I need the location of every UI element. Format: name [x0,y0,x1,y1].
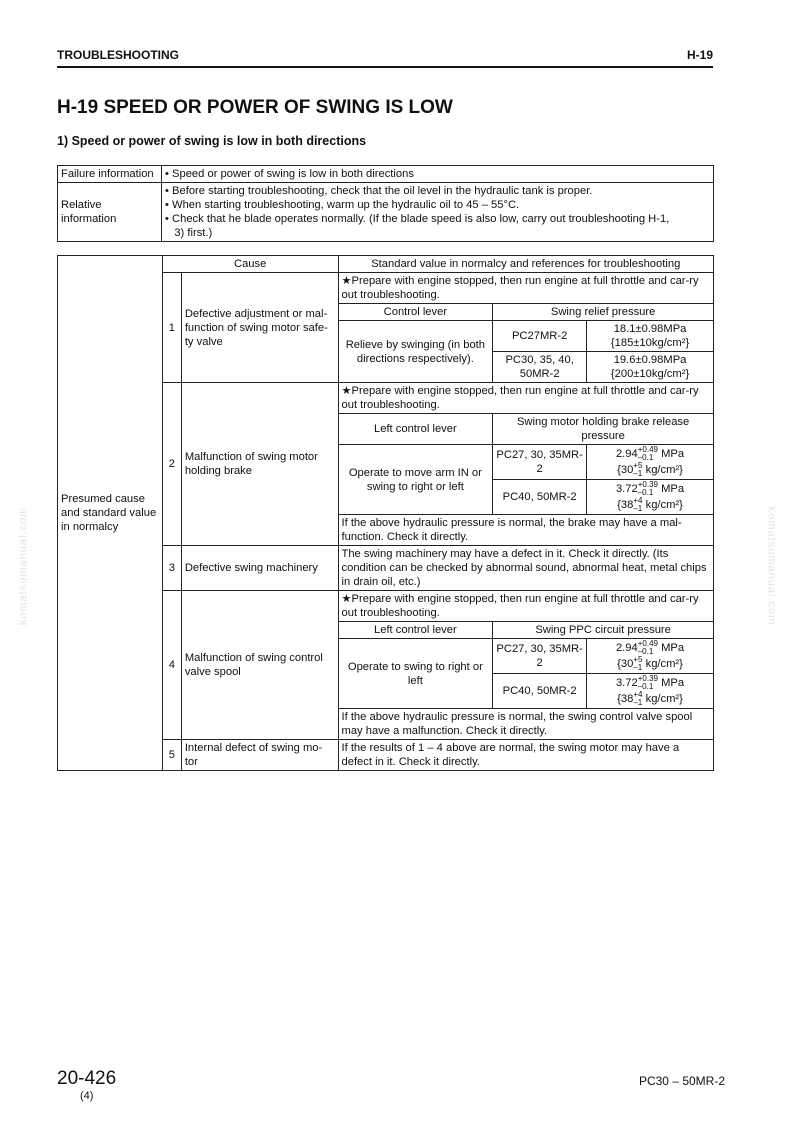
value-kg: {200±10kg/cm²} [610,368,690,380]
prepare-note: ★Prepare with engine stopped, then run engine at full throttle and car-ry out troubleshooting. [338,383,714,414]
relative-item: • Before starting troubleshooting, check that the oil level in the hydraulic tank is proper. [165,185,593,197]
relative-item: • When starting troubleshooting, warm up the hydraulic oil to 45 – 55°C. [165,199,520,211]
value-cell [587,321,714,352]
relative-label: Relative information [58,183,162,242]
model-cell: PC40, 50MR-2 [493,674,587,709]
model-cell: PC40, 50MR-2 [493,480,587,515]
value-kg: {30+5 –1 kg/cm²} [617,655,683,672]
cause-number: 2 [162,383,181,546]
value-mpa: 3.72+0.39 –0.1 MPa [615,674,685,691]
pressure-header: Swing motor holding brake release pressure [493,414,714,445]
value-kg: {38+4 –1 kg/cm²} [617,690,683,707]
value-mpa: 18.1±0.98MPa [613,323,687,335]
operation-condition: Operate to move arm IN or swing to right or left [338,445,493,515]
value-mpa: 2.94+0.49 –0.1 MPa [615,639,685,656]
value-cell [587,639,714,674]
cause-number: 5 [162,740,181,771]
relative-item: 3) first.) [165,227,213,239]
cause-text: Malfunction of swing motor holding brake [181,383,338,546]
watermark-left: komatsumanual.com [17,506,30,626]
model-cell: PC27, 30, 35MR-2 [493,445,587,480]
watermark-right: komatsumanual.com [765,506,778,626]
value-kg: {185±10kg/cm²} [610,337,690,349]
control-lever-header: Left control lever [338,414,493,445]
col-standard-header: Standard value in normalcy and references for troubleshooting [338,256,714,273]
pressure-header: Swing relief pressure [493,304,714,321]
value-mpa: 3.72+0.39 –0.1 MPa [615,480,685,497]
page-header [57,46,713,68]
model-cell: PC30, 35, 40, 50MR-2 [493,352,587,383]
cause-text: Internal defect of swing mo-tor [181,740,338,771]
pressure-header: Swing PPC circuit pressure [493,622,714,639]
control-lever-header: Left control lever [338,622,493,639]
operation-condition: Operate to swing to right or left [338,639,493,709]
cause-table [57,255,714,771]
cause-number: 4 [162,591,181,740]
presumed-cause-label: Presumed cause and standard value in normalcy [58,256,163,771]
result-note: If the above hydraulic pressure is normal, the swing control valve spool may have a malfunction. Check it directly. [338,709,714,740]
standard-text: The swing machinery may have a defect in it. Check it directly. (Its condition can be checked by abnormal sound, abnormal heat, metal chips in drain oil, etc.) [338,546,714,591]
header-section: TROUBLESHOOTING [57,48,179,62]
section-subtitle: 1) Speed or power of swing is low in both directions [57,134,367,148]
value-kg: {30+5 –1 kg/cm²} [617,461,683,478]
prepare-note: ★Prepare with engine stopped, then run engine at full throttle and car-ry out troubleshooting. [338,273,714,304]
standard-text: If the results of 1 – 4 above are normal, the swing motor may have a defect in it. Check it directly. [338,740,714,771]
model-cell: PC27MR-2 [493,321,587,352]
prepare-note: ★Prepare with engine stopped, then run engine at full throttle and car-ry out troubleshooting. [338,591,714,622]
value-cell [587,445,714,480]
revision-number: (4) [80,1090,94,1102]
page-title: H-19 SPEED OR POWER OF SWING IS LOW [57,97,453,118]
value-kg: {38+4 –1 kg/cm²} [617,496,683,513]
relative-text [162,183,714,242]
value-cell [587,480,714,515]
model-range: PC30 – 50MR-2 [638,1074,725,1088]
info-table [57,165,714,242]
control-lever-header: Control lever [338,304,493,321]
model-cell: PC27, 30, 35MR-2 [493,639,587,674]
col-cause-header: Cause [162,256,338,273]
value-mpa: 2.94+0.49 –0.1 MPa [615,445,685,462]
failure-text: • Speed or power of swing is low in both directions [162,166,714,183]
cause-text: Defective adjustment or mal-function of swing motor safe-ty valve [181,273,338,383]
cause-text: Defective swing machinery [181,546,338,591]
relative-item: • Check that he blade operates normally. (If the blade speed is also low, carry out troubleshooting H-1, [165,213,670,225]
value-mpa: 19.6±0.98MPa [613,354,687,366]
header-code: H-19 [686,48,713,62]
operation-condition: Relieve by swinging (in both directions respectively). [338,321,493,383]
cause-number: 3 [162,546,181,591]
result-note: If the above hydraulic pressure is normal, the brake may have a mal-function. Check it directly. [338,515,714,546]
failure-label: Failure information [58,166,162,183]
cause-number: 1 [162,273,181,383]
page-number: 20-426 [57,1068,117,1089]
cause-text: Malfunction of swing control valve spool [181,591,338,740]
value-cell [587,674,714,709]
value-cell [587,352,714,383]
